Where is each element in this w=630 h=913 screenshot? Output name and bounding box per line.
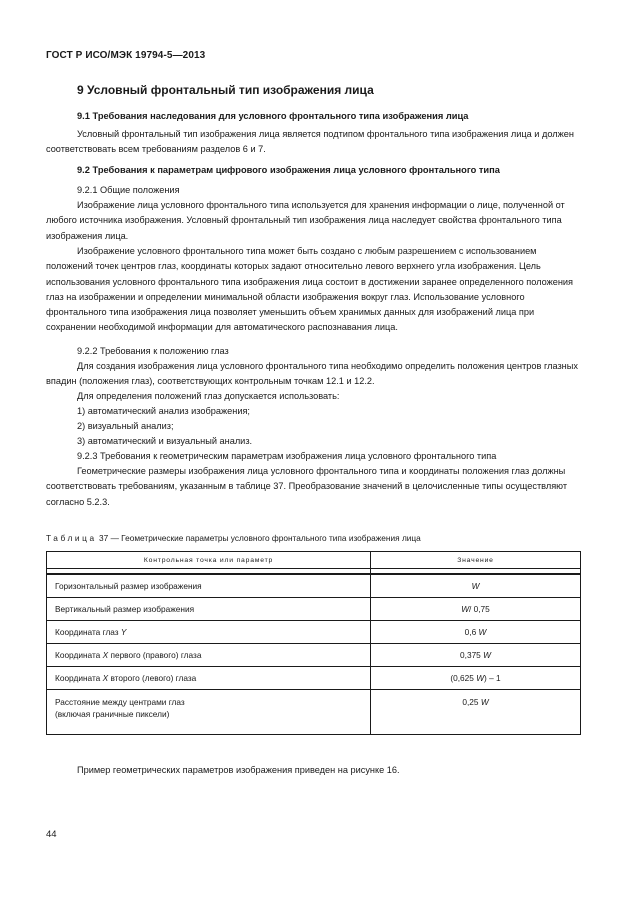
section-9-2-1-paragraph-1: Изображение лица условного фронтального типа используется для хранения информации о лице, полученной от любого источника изображения. Условный фронтальный тип изображения лица наследует свойства фронтального типа изображения лица. [46, 200, 565, 241]
param-cell: Координата глаз Y [47, 621, 371, 644]
table-caption [46, 533, 421, 543]
example-reference-text: Пример геометрических параметров изображения приведен на рисунке 16. [77, 765, 400, 775]
section-9-2-3-paragraph-1: Геометрические размеры изображения лица условного фронтального типа и координаты положения глаз должны соответствовать требованиям, указанным в таблице 37. Преобразование значений в целочисленные типы осуществляют согласно 5.2.3. [46, 466, 568, 507]
section-9-2-title: 9.2 Требования к параметрам цифрового изображения лица условного фронтального типа [77, 165, 500, 175]
param-cell: Горизонтальный размер изображения [47, 574, 371, 598]
table-row [47, 621, 581, 644]
table-row [47, 598, 581, 621]
param-cell: Координата X второго (левого) глаза [47, 667, 371, 690]
list-item: 3) автоматический и визуальный анализ. [77, 436, 253, 446]
param-cell: Вертикальный размер изображения [47, 598, 371, 621]
column-header-parameter: Контрольная точка или параметр [47, 552, 371, 569]
section-9-1-title: 9.1 Требования наследования для условного фронтального типа изображения лица [77, 111, 469, 121]
value-cell: W/ 0,75 [371, 598, 581, 621]
table-row [47, 667, 581, 690]
param-cell-line-1: Расстояние между центрами глаз [55, 697, 185, 707]
param-cell-line-2: (включая граничные пиксели) [55, 709, 170, 719]
value-cell: W [371, 574, 581, 598]
section-9-2-1-paragraph-2: Изображение условного фронтального типа может быть создано с любым разрешением с использованием положений точек центров глаз, координаты которых задают относительно левого верхнего угла изображения. Цель использования условного фронтального типа изображения лица состоит в достижении заранее определенного положения глаз на изображении и определении минимальной области изображения вокруг глаз. Использование условного фронтального типа изображения лица позволяет уменьшить объем хранимых данных для изображений лица при сохранении необходимой информации для автоматического распознавания лица. [46, 246, 574, 333]
document-header: ГОСТ Р ИСО/МЭК 19794-5—2013 [46, 50, 206, 61]
section-9-title: 9 Условный фронтальный тип изображения лица [77, 83, 374, 97]
table-row [47, 574, 581, 598]
list-item: 1) автоматический анализ изображения; [77, 406, 250, 416]
value-cell: (0,625 W) – 1 [371, 667, 581, 690]
value-cell: 0,6 W [371, 621, 581, 644]
value-cell: 0,25 W [371, 690, 581, 735]
section-9-2-3-title: 9.2.3 Требования к геометрическим параметрам изображения лица условного фронтального типа [77, 451, 497, 461]
section-9-2-2-title: 9.2.2 Требования к положению глаз [77, 346, 229, 356]
param-cell [47, 690, 371, 735]
param-cell: Координата X первого (правого) глаза [47, 644, 371, 667]
geometry-parameters-table [46, 551, 581, 735]
section-9-2-2-paragraph-2: Для определения положений глаз допускается использовать: [77, 391, 340, 401]
value-cell: 0,375 W [371, 644, 581, 667]
page-number: 44 [46, 829, 57, 840]
section-9-2-2-paragraph-1: Для создания изображения лица условного фронтального типа необходимо определить положения центров глазных впадин (положения глаз), соответствующих контрольным точкам 12.1 и 12.2. [46, 361, 578, 387]
section-9-1-text: Условный фронтальный тип изображения лица является подтипом фронтального типа изображения лица и должен соответствовать всем требованиям разделов 6 и 7. [46, 129, 574, 155]
section-9-2-1-title: 9.2.1 Общие положения [77, 185, 180, 195]
table-row [47, 644, 581, 667]
column-header-value: Значение [371, 552, 581, 569]
table-caption-text: 37 — Геометрические параметры условного фронтального типа изображения лица [99, 533, 421, 543]
table-row [47, 690, 581, 735]
list-item: 2) визуальный анализ; [77, 421, 174, 431]
table-caption-label: Таблица [46, 533, 97, 543]
